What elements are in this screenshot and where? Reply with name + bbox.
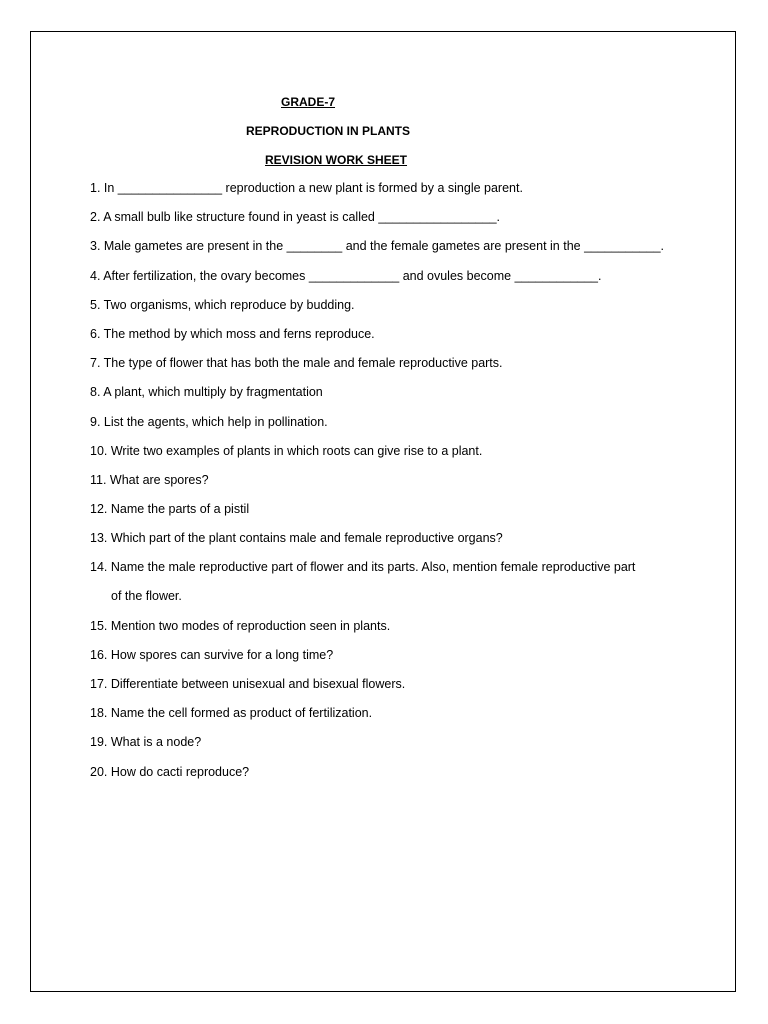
question-9: 9. List the agents, which help in pollination. <box>90 414 328 429</box>
question-15: 15. Mention two modes of reproduction seen in plants. <box>90 618 391 633</box>
question-1: 1. In _______________ reproduction a new plant is formed by a single parent. <box>90 181 523 195</box>
question-18: 18. Name the cell formed as product of fertilization. <box>90 706 373 721</box>
question-16: 16. How spores can survive for a long time? <box>90 647 334 662</box>
question-2: 2. A small bulb like structure found in yeast is called _________________. <box>90 210 500 225</box>
question-17: 17. Differentiate between unisexual and bisexual flowers. <box>90 677 406 691</box>
question-3: 3. Male gametes are present in the ________ and the female gametes are present in the ___________. <box>90 239 665 254</box>
question-4: 4. After fertilization, the ovary becomes _____________ and ovules become ____________. <box>90 268 602 283</box>
question-12: 12. Name the parts of a pistil <box>90 502 250 517</box>
question-19: 19. What is a node? <box>90 735 202 750</box>
worksheet-subtitle: REVISION WORK SHEET <box>265 153 408 167</box>
question-14 <box>90 560 710 603</box>
question-8: 8. A plant, which multiply by fragmentation <box>90 385 323 400</box>
question-7: 7. The type of flower that has both the male and female reproductive parts. <box>90 356 503 371</box>
question-14-text: 14. Name the male reproductive part of flower and its parts. Also, mention female reproductive part <box>90 560 636 575</box>
question-11: 11. What are spores? <box>90 472 209 487</box>
question-6: 6. The method by which moss and ferns reproduce. <box>90 326 375 341</box>
question-20: 20. How do cacti reproduce? <box>90 764 250 779</box>
worksheet-title: REPRODUCTION IN PLANTS <box>246 124 411 138</box>
question-5: 5. Two organisms, which reproduce by budding. <box>90 297 355 312</box>
question-list <box>90 181 710 794</box>
question-13: 13. Which part of the plant contains male and female reproductive organs? <box>90 531 503 546</box>
question-10: 10. Write two examples of plants in which roots can give rise to a plant. <box>90 443 483 458</box>
question-14-continuation: of the flower. <box>111 589 182 604</box>
grade-heading: GRADE-7 <box>281 95 336 109</box>
